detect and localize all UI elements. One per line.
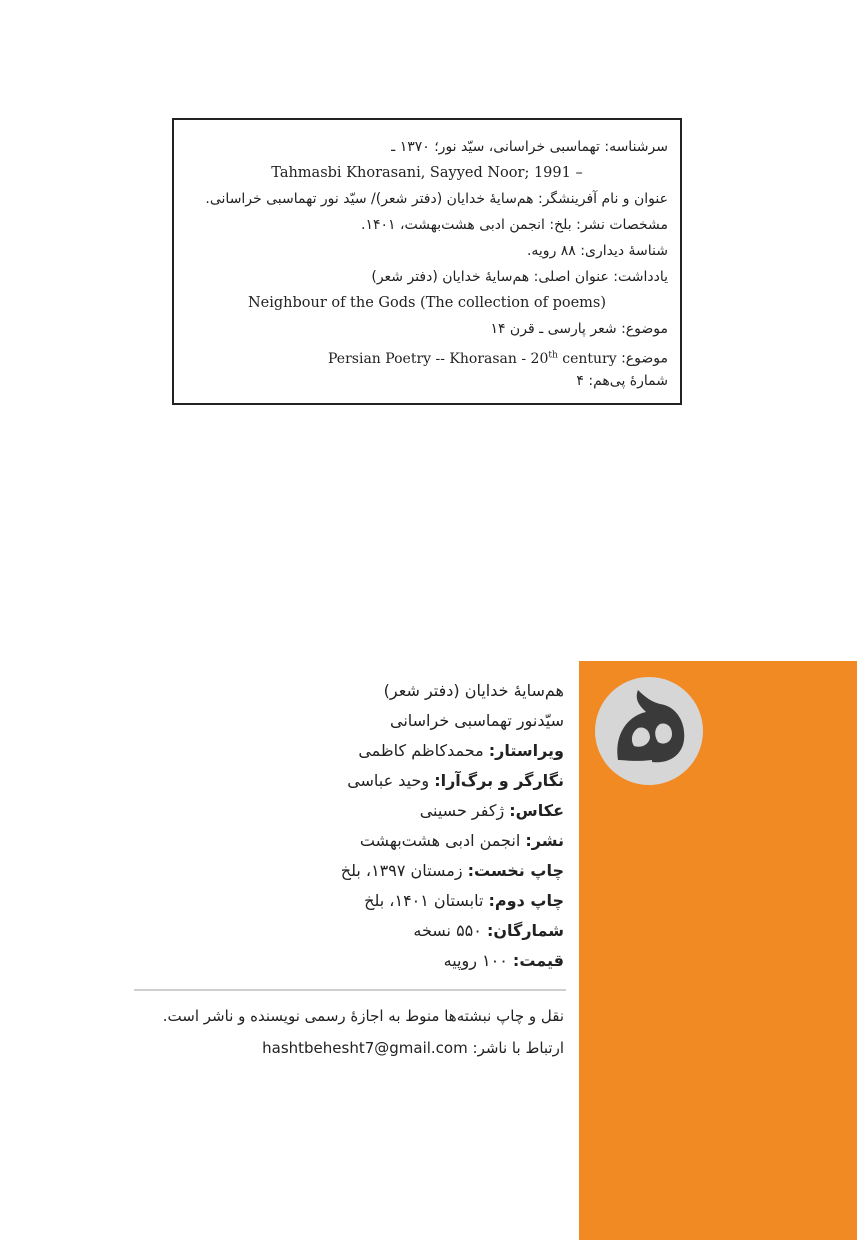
catalog-subject: موضوع: شعر پارسی ـ قرن ۱۴: [490, 321, 668, 337]
publisher-logo-icon: [594, 676, 704, 786]
catalog-note-en: Neighbour of the Gods (The collection of poems): [247, 295, 607, 311]
credit-designer: نگارگر و برگ‌آرا: وحید عباسی: [347, 771, 564, 790]
credit-photographer: عکاس: ژکفر حسینی: [419, 801, 564, 820]
book-author: سیّدنور تهماسبی خراسانی: [389, 711, 564, 730]
contact-line: [124, 1032, 564, 1064]
credits-block: [124, 676, 564, 976]
catalog-heading-en: Tahmasbi Khorasani, Sayyed Noor; 1991 –: [271, 165, 583, 181]
catalog-subject-2: [186, 342, 668, 368]
footer-block: [124, 1000, 564, 1064]
divider: [134, 989, 566, 991]
catalog-note: یادداشت: عنوان اصلی: هم‌سایهٔ خدایان (دفتر شعر): [371, 269, 668, 285]
credit-first-print: چاپ نخست: زمستان ۱۳۹۷، بلخ: [340, 861, 564, 880]
contact-email[interactable]: hashtbehesht7@gmail.com: [262, 1039, 468, 1057]
catalog-publication: مشخصات نشر: بلخ: انجمن ادبی هشت‌بهشت، ۱۴۰۱.: [361, 217, 668, 233]
catalog-heading: سرشناسه: تهماسبی خراسانی، سیّد نور؛ ۱۳۷۰ ـ: [391, 139, 668, 155]
credit-editor: ویراستار: محمدکاظم کاظمی: [358, 741, 564, 760]
subject-2-en: Persian Poetry -- Khorasan - 20th century: [328, 350, 617, 367]
credit-second-print: چاپ دوم: تابستان ۱۴۰۱، بلخ: [364, 891, 564, 910]
contact-label: ارتباط با ناشر:: [472, 1039, 564, 1057]
book-title: هم‌سایهٔ خدایان (دفتر شعر): [383, 681, 564, 700]
catalog-series: شمارهٔ پی‌هم: ۴: [576, 373, 668, 389]
credit-publisher: نشر: انجمن ادبی هشت‌بهشت: [359, 831, 564, 850]
cataloging-box: [172, 118, 682, 405]
catalog-physical: شناسهٔ دیداری: ۸۸ رویه.: [526, 243, 668, 259]
credit-circulation: شمارگان: ۵۵۰ نسخه: [413, 921, 564, 940]
credit-price: قیمت: ۱۰۰ روپیه: [443, 951, 564, 970]
rights-notice: نقل و چاپ نبشته‌ها منوط به اجازهٔ رسمی نویسنده و ناشر است.: [162, 1007, 564, 1025]
catalog-title: عنوان و نام آفرینشگر: هم‌سایهٔ خدایان (دفتر شعر)/ سیّد نور تهماسبی خراسانی.: [205, 191, 668, 207]
subject-2-label: موضوع:: [621, 350, 668, 367]
